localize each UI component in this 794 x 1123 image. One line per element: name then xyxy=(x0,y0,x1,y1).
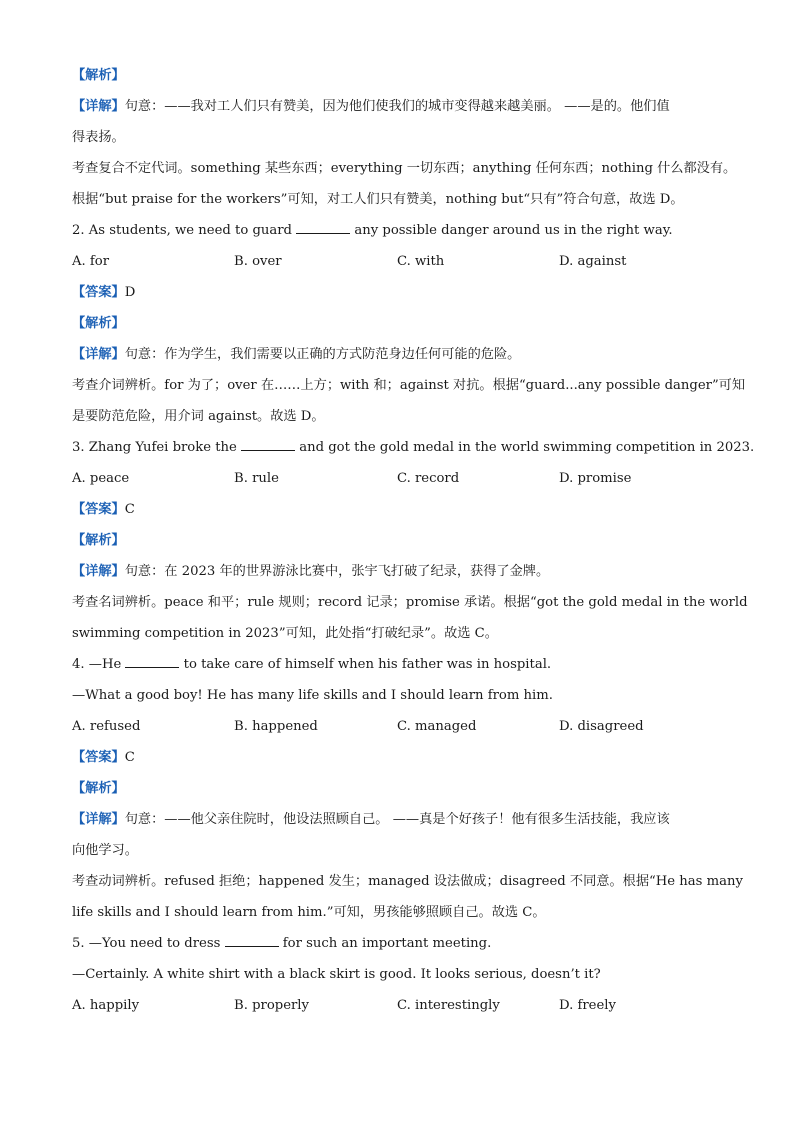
answer-blank xyxy=(241,438,295,451)
explanation-line: 考查复合不定代词。something 某些东西；everything 一切东西；anything 任何东西；nothing 什么都没有。 xyxy=(72,161,737,176)
question-stem-reply: —Certainly. A white shirt with a black skirt is good. It looks serious, doesn’t it? xyxy=(72,967,601,982)
options-row xyxy=(72,463,722,494)
option-c: C. managed xyxy=(397,719,477,734)
option-a: A. peace xyxy=(72,471,130,486)
option-d: D. promise xyxy=(559,471,632,486)
analysis-heading: 【解析】 xyxy=(72,781,125,796)
explanation-line: 考查动词辨析。refused 拒绝；happened 发生；managed 设法做成；disagreed 不同意。根据“He has many xyxy=(72,874,743,889)
explanation-line: 考查介词辨析。for 为了；over 在……上方；with 和；against 对抗。根据“guard...any possible danger”可知 xyxy=(72,378,746,393)
answer-blank xyxy=(296,221,350,234)
option-a: A. for xyxy=(72,254,110,269)
option-a: A. happily xyxy=(72,998,140,1013)
option-b: B. over xyxy=(234,254,282,269)
detail-line: 得表扬。 xyxy=(72,130,125,145)
option-d: D. against xyxy=(559,254,627,269)
question-stem-reply: —What a good boy! He has many life skills and I should learn from him. xyxy=(72,688,553,703)
option-c: C. record xyxy=(397,471,460,486)
detail-line: 【详解】句意：作为学生，我们需要以正确的方式防范身边任何可能的危险。 xyxy=(72,347,521,362)
answer-blank xyxy=(125,655,179,668)
option-b: B. happened xyxy=(234,719,318,734)
question-stem: 4. —He to take care of himself when his father was in hospital. xyxy=(72,657,552,672)
detail-line: 【详解】句意：在 2023 年的世界游泳比赛中，张宇飞打破了纪录，获得了金牌。 xyxy=(72,564,550,579)
options-row xyxy=(72,711,722,742)
question-stem: 3. Zhang Yufei broke the and got the gold medal in the world swimming competition in 2023. xyxy=(72,440,755,455)
question-stem: 5. —You need to dress for such an important meeting. xyxy=(72,936,492,951)
explanation-line: 是要防范危险，用介词 against。故选 D。 xyxy=(72,409,325,424)
option-c: C. with xyxy=(397,254,445,269)
explanation-line: 考查名词辨析。peace 和平；rule 规则；record 记录；promise 承诺。根据“got the gold medal in the world xyxy=(72,595,748,610)
explanation-line: life skills and I should learn from him.”可知，男孩能够照顾自己。故选 C。 xyxy=(72,905,546,920)
answer-line: 【答案】C xyxy=(72,750,135,765)
document-page xyxy=(72,60,755,1021)
options-row xyxy=(72,246,722,277)
analysis-heading: 【解析】 xyxy=(72,316,125,331)
option-d: D. disagreed xyxy=(559,719,644,734)
explanation-line: 根据“but praise for the workers”可知，对工人们只有赞美，nothing but“只有”符合句意，故选 D。 xyxy=(72,192,684,207)
option-c: C. interestingly xyxy=(397,998,500,1013)
answer-line: 【答案】C xyxy=(72,502,135,517)
options-row xyxy=(72,990,722,1021)
answer-line: 【答案】D xyxy=(72,285,136,300)
detail-line: 向他学习。 xyxy=(72,843,138,858)
analysis-heading: 【解析】 xyxy=(72,68,125,83)
option-b: B. rule xyxy=(234,471,279,486)
detail-line: 【详解】句意：——我对工人们只有赞美，因为他们使我们的城市变得越来越美丽。 ——是的。他们值 xyxy=(72,99,670,114)
option-b: B. properly xyxy=(234,998,309,1013)
question-stem: 2. As students, we need to guard any possible danger around us in the right way. xyxy=(72,223,673,238)
analysis-heading: 【解析】 xyxy=(72,533,125,548)
answer-blank xyxy=(225,934,279,947)
explanation-line: swimming competition in 2023”可知，此处指“打破纪录”。故选 C。 xyxy=(72,626,498,641)
option-a: A. refused xyxy=(72,719,141,734)
option-d: D. freely xyxy=(559,998,616,1013)
detail-line: 【详解】句意：——他父亲住院时，他设法照顾自己。 ——真是个好孩子！他有很多生活技能，我应该 xyxy=(72,812,670,827)
